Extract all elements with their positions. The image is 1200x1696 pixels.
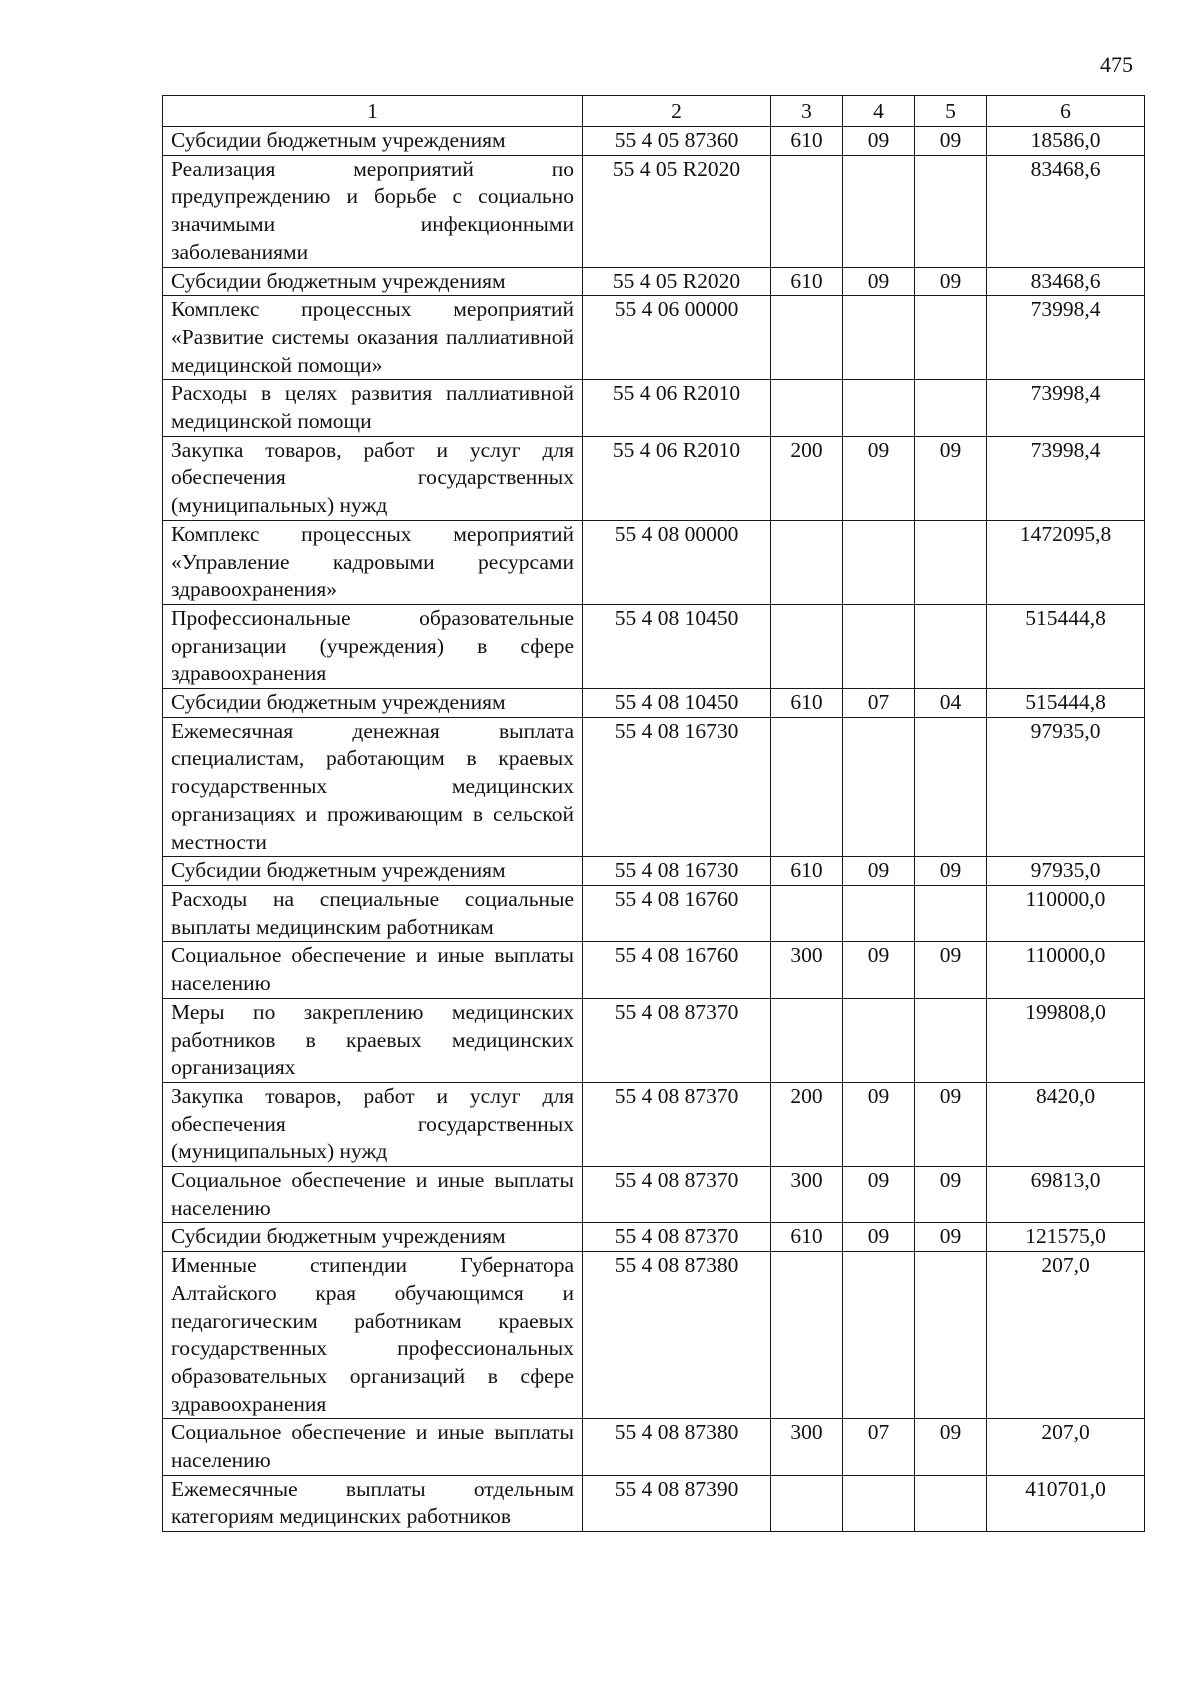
row-expense-type	[771, 1475, 843, 1531]
row-amount: 207,0	[987, 1252, 1145, 1419]
table-row	[163, 296, 1145, 380]
table-row	[163, 1167, 1145, 1223]
table-row	[163, 1475, 1145, 1531]
row-amount: 199808,0	[987, 998, 1145, 1082]
row-section	[843, 1475, 915, 1531]
row-amount: 1472095,8	[987, 520, 1145, 604]
row-expense-type	[771, 155, 843, 267]
row-subsection: 09	[915, 1082, 987, 1166]
row-expense-type	[771, 520, 843, 604]
table-row	[163, 1252, 1145, 1419]
row-section	[843, 296, 915, 380]
row-code: 55 4 05 87360	[583, 127, 771, 156]
row-section: 09	[843, 857, 915, 886]
table-row	[163, 885, 1145, 941]
row-name: Субсидии бюджетным учреждениям	[163, 1223, 583, 1252]
row-expense-type: 200	[771, 1082, 843, 1166]
row-subsection: 09	[915, 1223, 987, 1252]
column-header-1: 1	[163, 96, 583, 127]
row-code: 55 4 08 00000	[583, 520, 771, 604]
row-name: Реализация мероприятий по предупреждению и борьбе с социально значимыми инфекционными заболеваниями	[163, 155, 583, 267]
budget-table	[162, 95, 1145, 1532]
row-amount: 8420,0	[987, 1082, 1145, 1166]
table-row	[163, 942, 1145, 998]
page-number: 475	[1100, 52, 1133, 77]
row-code: 55 4 08 16760	[583, 942, 771, 998]
row-subsection	[915, 380, 987, 436]
row-subsection	[915, 717, 987, 857]
row-amount: 83468,6	[987, 155, 1145, 267]
row-code: 55 4 08 87390	[583, 1475, 771, 1531]
row-code: 55 4 08 16760	[583, 885, 771, 941]
row-subsection	[915, 296, 987, 380]
row-subsection: 09	[915, 127, 987, 156]
row-subsection	[915, 520, 987, 604]
table-row	[163, 689, 1145, 718]
row-code: 55 4 08 87370	[583, 1082, 771, 1166]
row-expense-type	[771, 296, 843, 380]
row-name: Расходы в целях развития паллиативной медицинской помощи	[163, 380, 583, 436]
table-row	[163, 1082, 1145, 1166]
column-header-3: 3	[771, 96, 843, 127]
row-subsection: 09	[915, 1419, 987, 1475]
row-section: 09	[843, 436, 915, 520]
row-subsection	[915, 1475, 987, 1531]
row-amount: 18586,0	[987, 127, 1145, 156]
row-amount: 97935,0	[987, 717, 1145, 857]
row-expense-type: 610	[771, 267, 843, 296]
row-name: Субсидии бюджетным учреждениям	[163, 857, 583, 886]
row-subsection: 09	[915, 942, 987, 998]
row-name: Субсидии бюджетным учреждениям	[163, 267, 583, 296]
row-subsection: 04	[915, 689, 987, 718]
row-amount: 73998,4	[987, 380, 1145, 436]
row-amount: 69813,0	[987, 1167, 1145, 1223]
row-expense-type	[771, 998, 843, 1082]
row-subsection	[915, 998, 987, 1082]
table-row	[163, 1419, 1145, 1475]
row-expense-type: 300	[771, 1167, 843, 1223]
table-row	[163, 380, 1145, 436]
row-section	[843, 155, 915, 267]
row-section	[843, 885, 915, 941]
row-expense-type: 200	[771, 436, 843, 520]
row-section: 09	[843, 127, 915, 156]
table-row	[163, 127, 1145, 156]
row-subsection	[915, 155, 987, 267]
row-expense-type: 300	[771, 1419, 843, 1475]
row-amount: 110000,0	[987, 942, 1145, 998]
row-section	[843, 998, 915, 1082]
row-code: 55 4 05 R2020	[583, 267, 771, 296]
row-section: 09	[843, 1223, 915, 1252]
row-name: Расходы на специальные социальные выплаты медицинским работникам	[163, 885, 583, 941]
row-name: Социальное обеспечение и иные выплаты населению	[163, 942, 583, 998]
column-header-2: 2	[583, 96, 771, 127]
row-section: 09	[843, 942, 915, 998]
column-header-5: 5	[915, 96, 987, 127]
table-row	[163, 857, 1145, 886]
row-section: 07	[843, 689, 915, 718]
row-amount: 515444,8	[987, 689, 1145, 718]
row-code: 55 4 08 87370	[583, 1223, 771, 1252]
row-code: 55 4 08 10450	[583, 689, 771, 718]
row-name: Ежемесячные выплаты отдельным категориям медицинских работников	[163, 1475, 583, 1531]
table-body	[163, 127, 1145, 1532]
row-name: Социальное обеспечение и иные выплаты населению	[163, 1167, 583, 1223]
row-subsection: 09	[915, 857, 987, 886]
row-name: Меры по закреплению медицинских работников в краевых медицинских организациях	[163, 998, 583, 1082]
row-name: Именные стипендии Губернатора Алтайского края обучающимся и педагогическим работникам краевых государственных профессиональных образовательных организаций в сфере здравоохранения	[163, 1252, 583, 1419]
table-row	[163, 1223, 1145, 1252]
row-expense-type: 300	[771, 942, 843, 998]
table-row	[163, 520, 1145, 604]
row-name: Закупка товаров, работ и услуг для обеспечения государственных (муниципальных) нужд	[163, 436, 583, 520]
row-amount: 207,0	[987, 1419, 1145, 1475]
row-subsection: 09	[915, 436, 987, 520]
row-name: Комплекс процессных мероприятий «Развитие системы оказания паллиативной медицинской помощи»	[163, 296, 583, 380]
row-amount: 410701,0	[987, 1475, 1145, 1531]
row-code: 55 4 06 R2010	[583, 380, 771, 436]
row-section	[843, 520, 915, 604]
row-code: 55 4 05 R2020	[583, 155, 771, 267]
row-subsection	[915, 1252, 987, 1419]
table-row	[163, 436, 1145, 520]
row-section	[843, 1252, 915, 1419]
column-header-6: 6	[987, 96, 1145, 127]
row-code: 55 4 08 16730	[583, 857, 771, 886]
row-code: 55 4 06 00000	[583, 296, 771, 380]
column-header-4: 4	[843, 96, 915, 127]
row-expense-type	[771, 1252, 843, 1419]
row-code: 55 4 08 16730	[583, 717, 771, 857]
row-section	[843, 380, 915, 436]
table-row	[163, 998, 1145, 1082]
row-expense-type	[771, 380, 843, 436]
table-row	[163, 155, 1145, 267]
row-code: 55 4 08 10450	[583, 604, 771, 688]
table-row	[163, 267, 1145, 296]
row-amount: 515444,8	[987, 604, 1145, 688]
row-code: 55 4 08 87380	[583, 1419, 771, 1475]
row-name: Ежемесячная денежная выплата специалистам, работающим в краевых государственных медицинских организациях и проживающим в сельской местности	[163, 717, 583, 857]
row-section: 07	[843, 1419, 915, 1475]
row-code: 55 4 08 87380	[583, 1252, 771, 1419]
row-subsection: 09	[915, 267, 987, 296]
row-name: Субсидии бюджетным учреждениям	[163, 689, 583, 718]
row-expense-type: 610	[771, 127, 843, 156]
table-row	[163, 604, 1145, 688]
row-section: 09	[843, 1167, 915, 1223]
row-expense-type	[771, 885, 843, 941]
row-amount: 97935,0	[987, 857, 1145, 886]
row-expense-type	[771, 604, 843, 688]
row-subsection	[915, 604, 987, 688]
row-expense-type	[771, 717, 843, 857]
row-name: Профессиональные образовательные организации (учреждения) в сфере здравоохранения	[163, 604, 583, 688]
row-code: 55 4 08 87370	[583, 1167, 771, 1223]
row-section	[843, 604, 915, 688]
row-amount: 73998,4	[987, 296, 1145, 380]
row-amount: 83468,6	[987, 267, 1145, 296]
row-expense-type: 610	[771, 857, 843, 886]
table-row	[163, 717, 1145, 857]
row-expense-type: 610	[771, 689, 843, 718]
row-name: Комплекс процессных мероприятий «Управление кадровыми ресурсами здравоохранения»	[163, 520, 583, 604]
row-expense-type: 610	[771, 1223, 843, 1252]
table-header-row	[163, 96, 1145, 127]
row-code: 55 4 06 R2010	[583, 436, 771, 520]
row-amount: 110000,0	[987, 885, 1145, 941]
row-section	[843, 717, 915, 857]
row-name: Субсидии бюджетным учреждениям	[163, 127, 583, 156]
row-subsection	[915, 885, 987, 941]
row-subsection: 09	[915, 1167, 987, 1223]
row-code: 55 4 08 87370	[583, 998, 771, 1082]
row-section: 09	[843, 267, 915, 296]
row-name: Социальное обеспечение и иные выплаты населению	[163, 1419, 583, 1475]
row-section: 09	[843, 1082, 915, 1166]
row-name: Закупка товаров, работ и услуг для обеспечения государственных (муниципальных) нужд	[163, 1082, 583, 1166]
row-amount: 73998,4	[987, 436, 1145, 520]
row-amount: 121575,0	[987, 1223, 1145, 1252]
